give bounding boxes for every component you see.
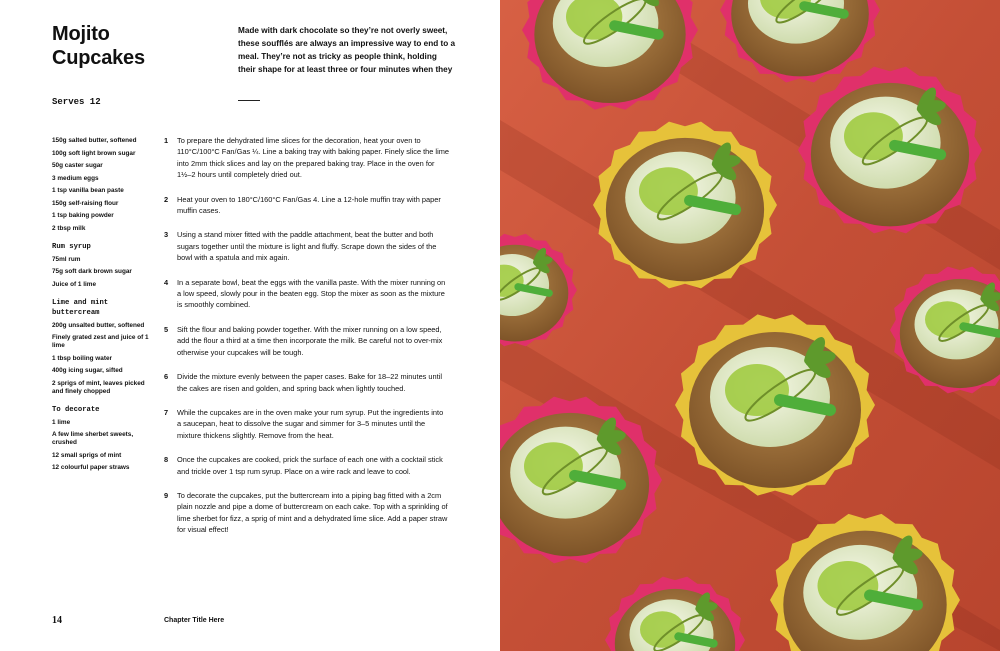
ingredient-item: 150g self-raising flour <box>52 199 119 207</box>
ingredient-group-heading: To decorate <box>52 405 100 414</box>
ingredients-column <box>52 137 152 481</box>
step-number: 4 <box>164 277 169 287</box>
step-text: To decorate the cupcakes, put the buttercream into a piping bag fitted with a 2cm plain nozzle and pipe a dome of buttercream on each cake. Top with a sprinkling of lime sherbet for fizz, a sprig of mint and a dehydrated lime slice. Add a paper straw for visual effect! <box>177 490 448 535</box>
step-text: Sift the flour and baking powder together. With the mixer running on a low speed, add the flour a third at a time then incorporate the milk. Be careful not to over-mix otherwise your cupcakes will be tough. <box>177 324 443 357</box>
step-number: 2 <box>164 194 169 204</box>
ingredient-list <box>52 419 152 473</box>
ingredient-list <box>52 256 152 289</box>
ingredient-item: 200g unsalted butter, softened <box>52 321 145 329</box>
step-text: Divide the mixture evenly between the paper cases. Bake for 18–22 minutes until the cakes are risen and golden, and spring back when lightly touched. <box>177 372 442 393</box>
ingredient-item: 75g soft dark brown sugar <box>52 268 132 275</box>
ingredient-item: 12 colourful paper straws <box>52 464 130 471</box>
method-step <box>164 490 449 536</box>
ingredient-item: A few lime sherbet sweets, crushed <box>52 431 134 446</box>
ingredient-group-decorate <box>52 405 152 473</box>
step-text: Using a stand mixer fitted with the paddle attachment, beat the butter and both sugars together until the mixture is light and fluffy. Scrape down the sides of the bowl with a spatula and mix again. <box>177 230 437 263</box>
step-number: 5 <box>164 324 169 334</box>
ingredient-group-base <box>52 137 152 233</box>
ingredient-item: 2 sprigs of mint, leaves picked and finely chopped <box>52 379 145 395</box>
intro-divider <box>238 100 260 101</box>
ingredient-item: 400g icing sugar, sifted <box>52 367 123 374</box>
ingredient-item: 100g soft light brown sugar <box>52 149 136 157</box>
ingredient-group-heading: Rum syrup <box>52 242 91 251</box>
serves-label: Serves 12 <box>52 97 101 107</box>
step-text: In a separate bowl, beat the eggs with the vanilla paste. With the mixer running on a low speed, slowly pour in the beaten egg. Stop the mixer as soon as the mixture is smoothly combined. <box>177 277 446 310</box>
step-text: While the cupcakes are in the oven make your rum syrup. Put the ingredients into a saucepan, heat to dissolve the sugar and simmer for 3–5 minutes until the mixture thickens slightly. Remove from the heat. <box>177 407 444 440</box>
ingredient-item: 1 lime <box>52 418 71 426</box>
ingredient-list <box>52 137 152 233</box>
step-number: 9 <box>164 490 169 500</box>
ingredient-item: Finely grated zest and juice of 1 lime <box>52 334 149 349</box>
method-step <box>164 324 449 358</box>
cupcake-photo <box>500 0 1000 651</box>
recipe-title-line1: Mojito <box>52 23 110 45</box>
method-step <box>164 454 449 477</box>
ingredient-group-rum-syrup <box>52 242 152 289</box>
ingredient-item: 1 tsp baking powder <box>52 212 114 219</box>
step-number: 6 <box>164 372 169 382</box>
ingredient-item: 1 tbsp boiling water <box>52 354 113 362</box>
ingredient-item: 75ml rum <box>52 255 81 263</box>
ingredient-item: 150g salted butter, softened <box>52 137 137 144</box>
cupcake-illustration <box>500 0 1000 651</box>
recipe-title <box>52 22 212 70</box>
ingredient-item: Juice of 1 lime <box>52 280 97 288</box>
ingredient-item: 50g caster sugar <box>52 162 103 169</box>
method-step <box>164 277 449 311</box>
ingredient-item: 3 medium eggs <box>52 174 99 182</box>
method-step <box>164 194 449 217</box>
step-text: Heat your oven to 180°C/160°C Fan/Gas 4. Line a 12-hole muffin tray with paper muffin cases. <box>177 194 441 216</box>
method-step <box>164 229 449 263</box>
ingredient-group-heading: Lime and mint buttercream <box>52 298 109 317</box>
step-number: 3 <box>164 230 169 240</box>
method-steps <box>164 135 449 549</box>
step-text: To prepare the dehydrated lime slices for the decoration, heat your oven to 110°C/100°C Fan/Gas ¼. Line a baking tray with baking paper. Finely slice the lime into 2mm thick slices and lay on the prepared baking tray. Place in the oven for 1½–2 hours until completely dried out. <box>177 136 449 180</box>
method-step <box>164 407 449 441</box>
chapter-title: Chapter Title Here <box>164 617 225 624</box>
ingredient-item: 2 tbsp milk <box>52 224 86 232</box>
step-number: 1 <box>164 136 169 145</box>
method-step <box>164 371 449 394</box>
method-step <box>164 135 449 181</box>
step-number: 7 <box>164 407 169 417</box>
recipe-title-line2: Cupcakes <box>52 47 145 69</box>
ingredient-item: 12 small sprigs of mint <box>52 451 122 459</box>
step-number: 8 <box>164 455 169 465</box>
step-text: Once the cupcakes are cooked, prick the surface of each one with a cocktail stick and trickle over 1 tsp rum syrup. Place on a wire rack and leave to cool. <box>177 455 443 476</box>
page-number: 14 <box>52 615 62 626</box>
ingredient-item: 1 tsp vanilla bean paste <box>52 187 124 194</box>
recipe-intro: Made with dark chocolate so they’re not overly sweet, these soufflés are always an impressive way to end to a meal. They’re not as tricky as people think, holding their shape for at least three or four minutes when they <box>238 26 456 74</box>
ingredient-group-buttercream <box>52 298 152 396</box>
ingredient-list <box>52 322 152 396</box>
